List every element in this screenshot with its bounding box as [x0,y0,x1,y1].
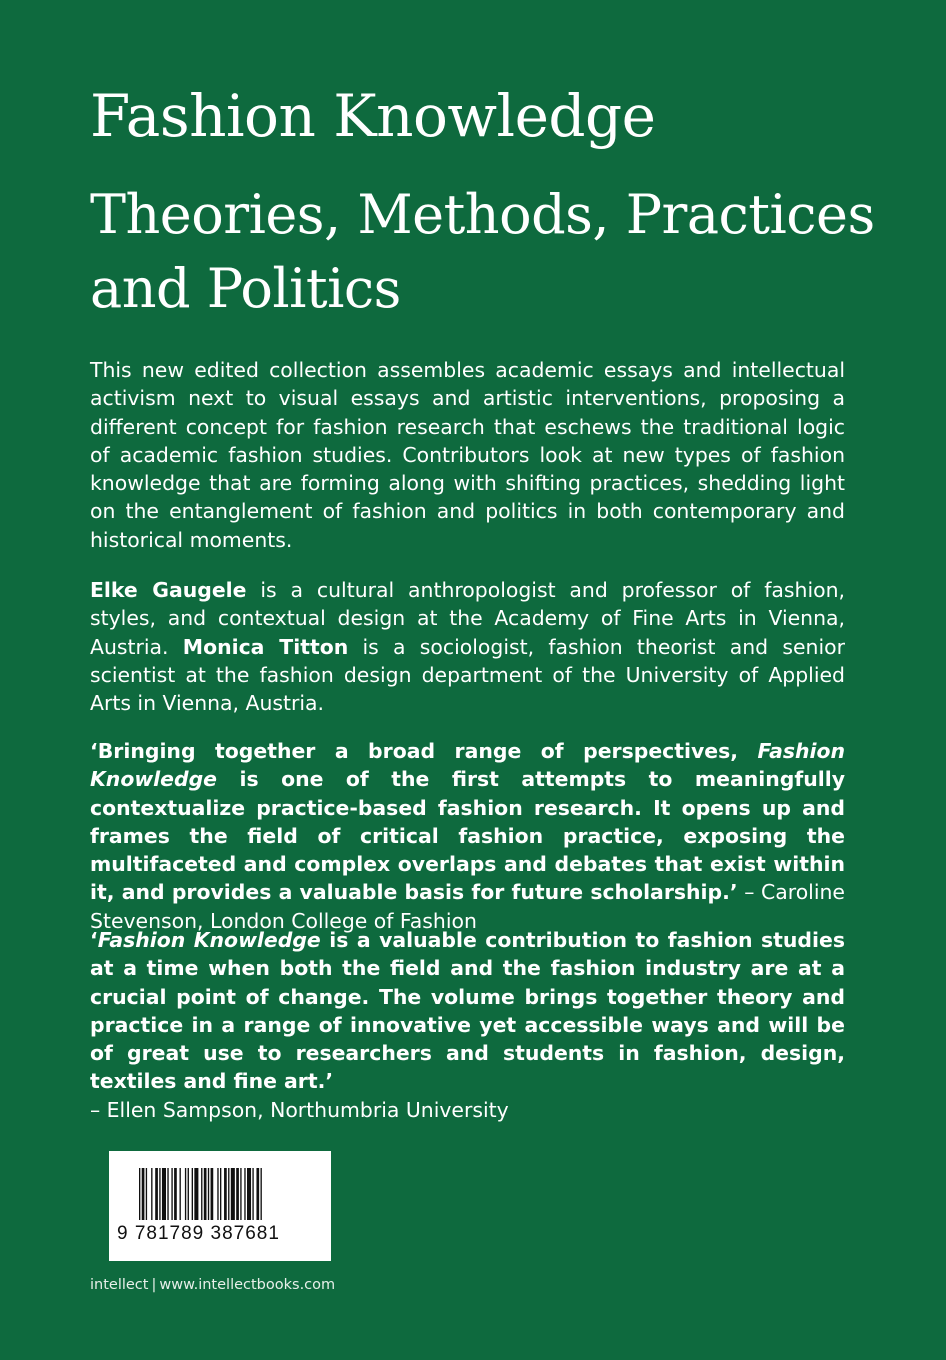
author-1-name: Elke Gaugele [90,578,247,602]
quote-2-book-title: Fashion Knowledge [97,928,321,952]
publisher-url[interactable]: www.intellectbooks.com [159,1277,336,1293]
quote-2-text: is a valuable contribution to fashion studies at a time when both the field and the fashion industry are at a crucial point of change. The volume brings together theory and practice in a range of innovative yet accessible ways and will be of great use to researchers and students in fashion, design, textiles and fine art.’ [90,928,845,1094]
author-2-bio: is a sociologist, fashion theorist and senior scientist at the fashion design department of the University of Applied Arts in Vienna, Austria. [90,634,846,716]
publisher-name: intellect [90,1277,149,1293]
quote-1-attribution: – Caroline Stevenson, London College of Fashion [90,880,845,933]
isbn-barcode [109,1151,331,1261]
author-1-bio: is a cultural anthropologist and professor of fashion, styles, and contextual design at the Academy of Fine Arts in Vienna, Austria. [90,578,845,659]
quote-1-book-title: Fashion Knowledge [90,739,845,792]
barcode-icon [139,1168,314,1220]
book-title: Fashion Knowledge [90,82,656,150]
quote-2-open-mark: ‘ [90,928,98,952]
publisher-separator: | [151,1277,157,1293]
isbn-number: 9 781789 387681 [117,1223,280,1244]
author-2-name: Monica Titton [182,634,349,659]
quote-1-text-end: is one of the first attempts to meaningfully contextualize practice-based fashion research. It opens up and frames the field of critical fashion practice, exposing the multifaceted and complex overlaps and debates that exist within it, and provides a valuable basis for future scholarship.’ [90,767,845,905]
quote-2-attribution: – Ellen Sampson, Northumbria University [90,1097,509,1122]
subtitle-line-1: Theories, Methods, Practices [90,183,875,246]
author-bios [90,576,845,717]
book-subtitle [90,178,890,326]
endorsement-quote-2 [90,926,845,1124]
endorsement-quote-1 [90,737,845,935]
publisher-footer [90,1277,335,1293]
book-description: This new edited collection assembles academic essays and intellectual activism next to visual essays and artistic interventions, proposing a different concept for fashion research that eschews the traditional logic of academic fashion studies. Contributors look at new types of fashion knowledge that are forming along with shifting practices, shedding light on the entanglement of fashion and politics in both contemporary and historical moments. [90,358,845,552]
subtitle-line-2: and Politics [90,257,401,320]
quote-1-text-start: ‘Bringing together a broad range of perspectives, [90,739,758,763]
